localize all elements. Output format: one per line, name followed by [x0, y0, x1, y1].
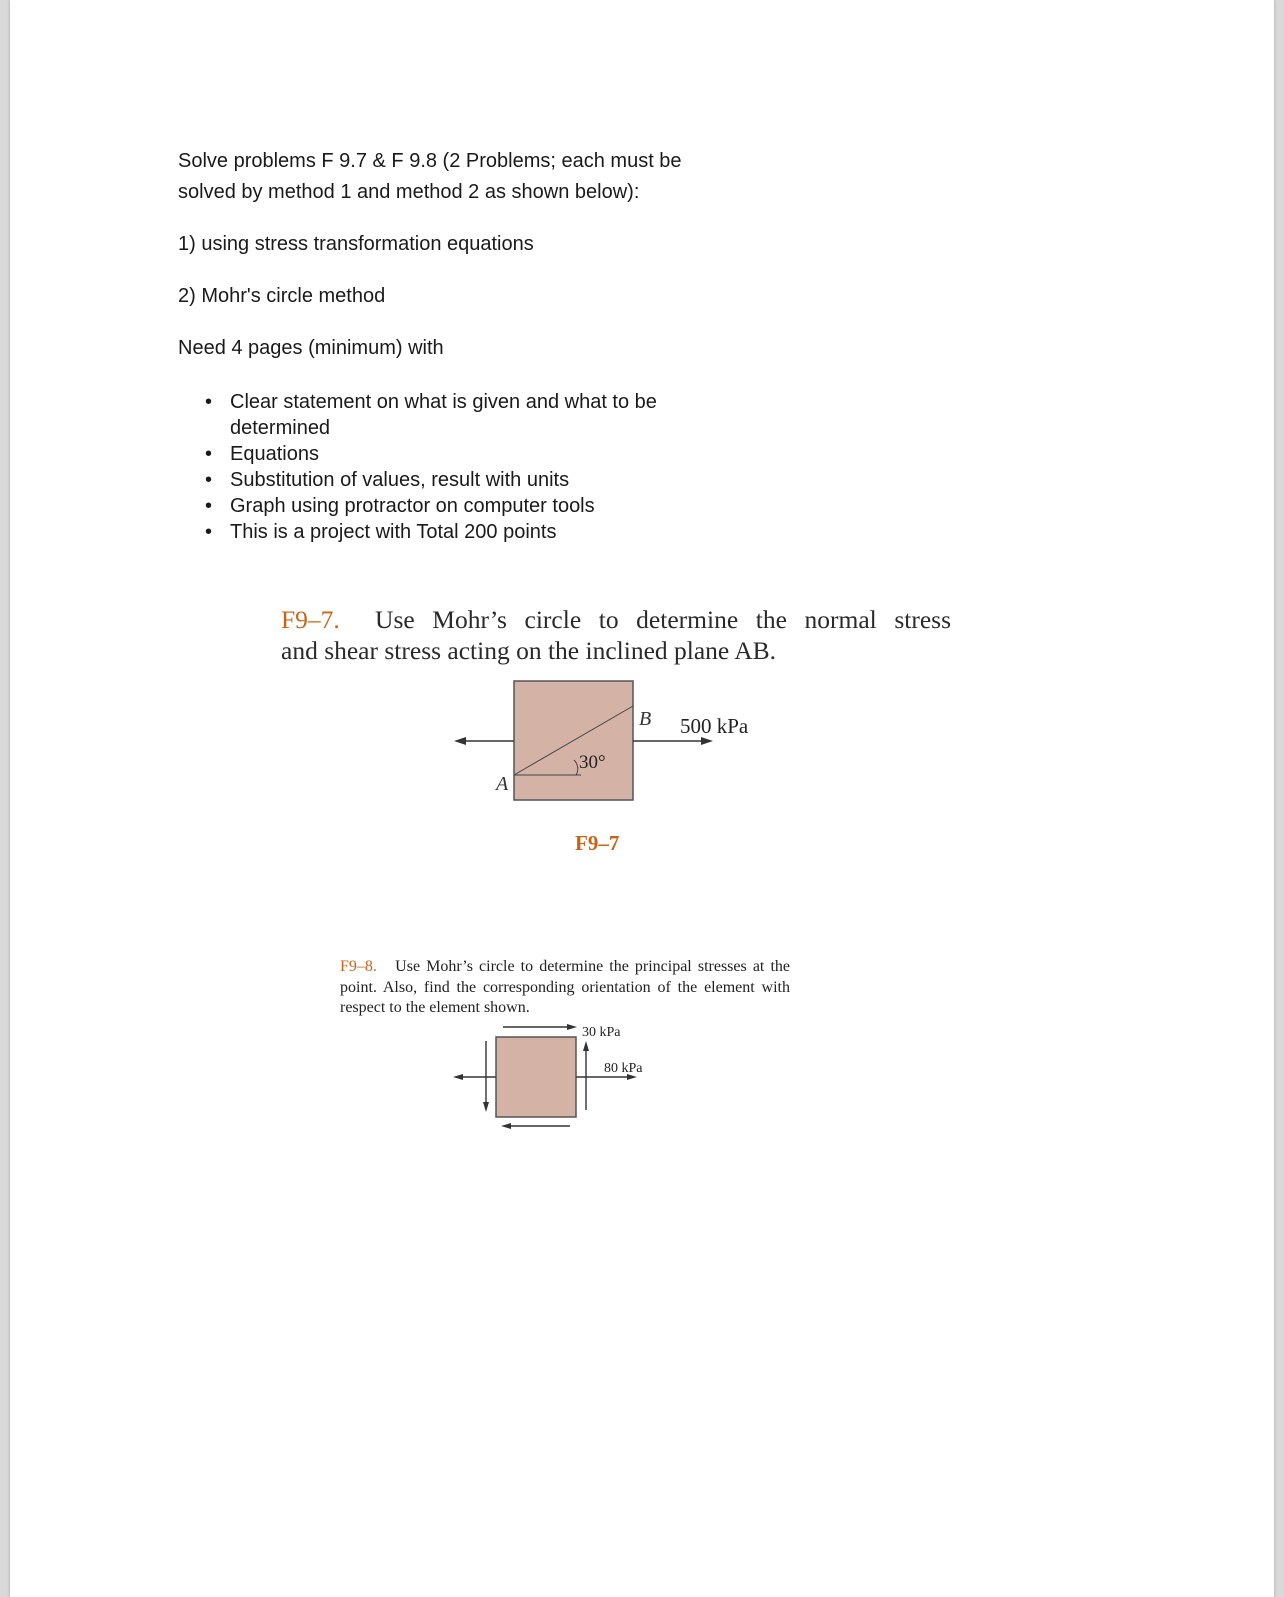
shear-stress-label: 30 kPa: [582, 1025, 621, 1040]
problem-text-line-2: and shear stress acting on the inclined plane AB.: [281, 636, 776, 665]
stress-label: 500 kPa: [680, 714, 749, 738]
figure-f9-7: [10, 0, 1274, 900]
arrow-head: [483, 1102, 489, 1112]
arrow-head: [583, 1041, 589, 1051]
list-item: • This is a project with Total 200 points: [178, 519, 698, 545]
instruction-line-2: solved by method 1 and method 2 as shown below):: [178, 181, 640, 203]
left-arrow-head: [454, 737, 466, 745]
stress-element: [496, 1037, 576, 1117]
arrow-head: [453, 1074, 463, 1080]
angle-label: 30°: [579, 752, 606, 773]
list-item: • Graph using protractor on computer tools: [178, 493, 698, 519]
instruction-line-1: Solve problems F 9.7 & F 9.8 (2 Problems; each must be: [178, 150, 682, 172]
normal-stress-label: 80 kPa: [604, 1061, 643, 1076]
figure-caption: F9–7: [575, 831, 620, 855]
problem-number: F9–7.: [281, 605, 340, 634]
figure-f9-8: [10, 1000, 1274, 1160]
list-item: • Clear statement on what is given and what to be determined: [178, 389, 670, 441]
right-arrow-head: [701, 737, 713, 745]
arrow-head: [501, 1123, 511, 1129]
arrow-head: [567, 1024, 577, 1030]
label-a: A: [496, 773, 509, 795]
requirements-heading: Need 4 pages (minimum) with: [178, 337, 444, 359]
problem-text-line-1: Use Mohr’s circle to determine the normal stress: [375, 605, 951, 634]
problem-text: Use Mohr’s circle to determine the principal stresses at the point. Also, find the corresponding orientation of the element with respect to the element shown.: [340, 958, 791, 1016]
problem-number: F9–8.: [340, 958, 377, 975]
label-b: B: [639, 708, 652, 730]
method-1: 1) using stress transformation equations: [178, 233, 534, 255]
list-item: • Substitution of values, result with units: [178, 467, 698, 493]
document-page: [10, 0, 1274, 1597]
method-2: 2) Mohr's circle method: [178, 285, 386, 307]
list-item: • Equations: [178, 441, 698, 467]
